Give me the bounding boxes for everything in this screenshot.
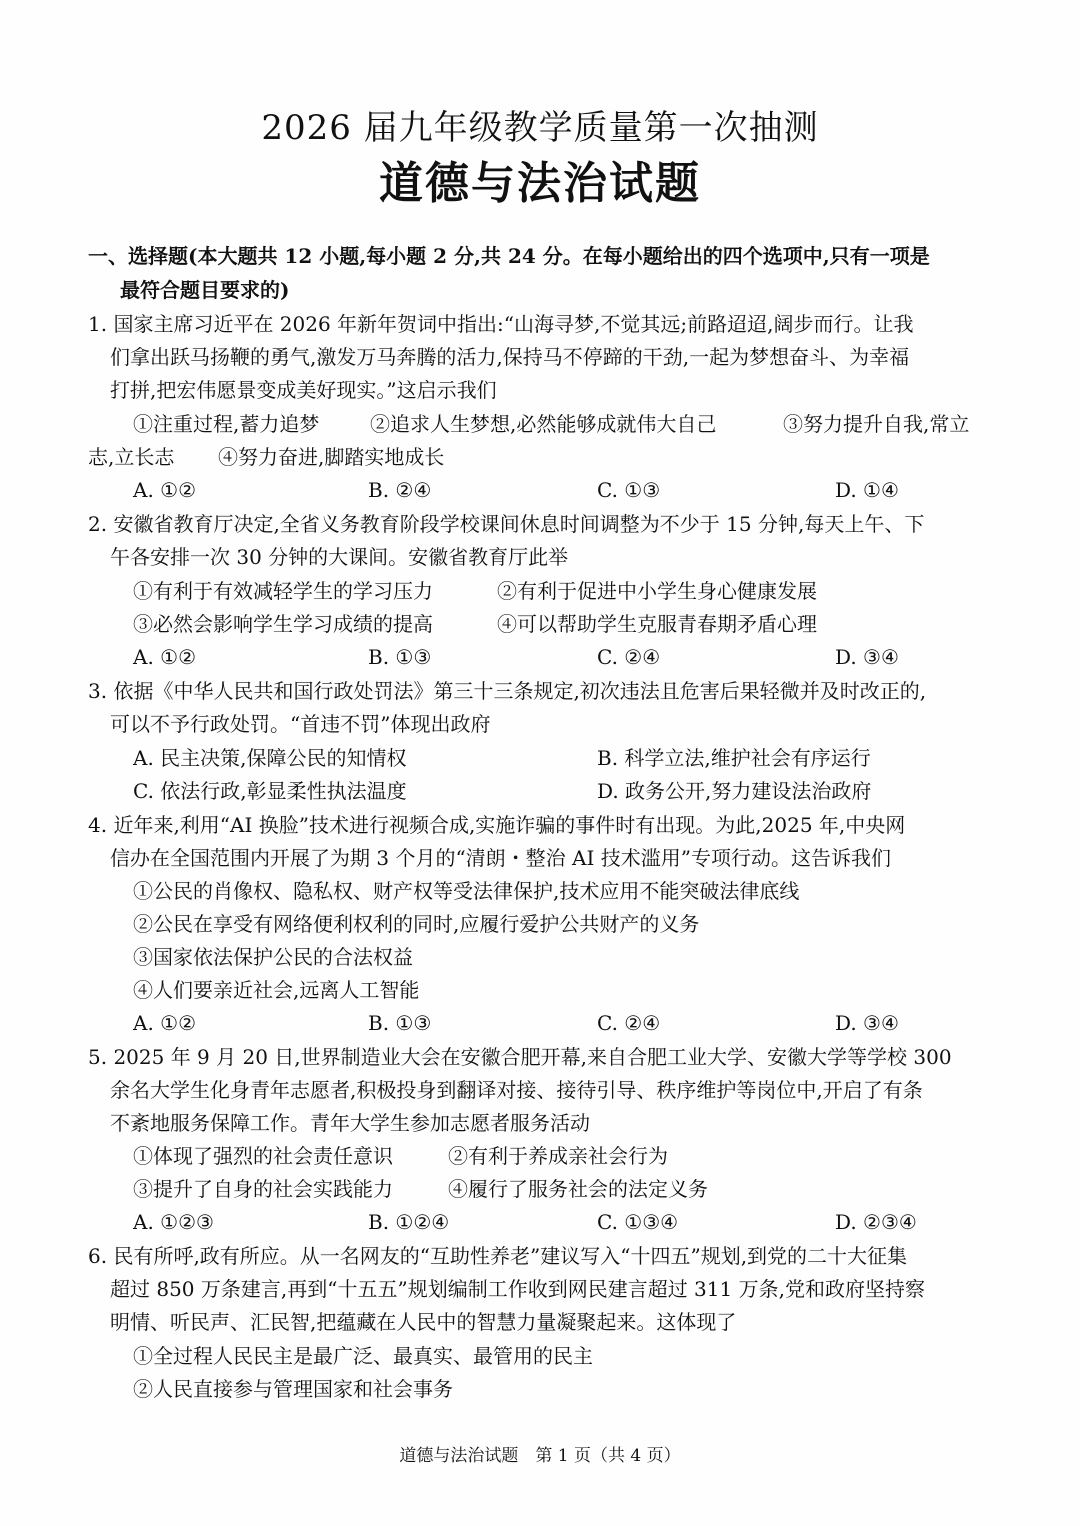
q4-stem: 4. 近年来,利用“AI 换脸”技术进行视频合成,实施诈骗的事件时有出现。为此,2025 年,中央网 [88,813,906,837]
q4-statement-2: ②公民在享受有网络便利权利的同时,应履行爱护公共财产的义务 [133,912,700,936]
q4-statement-4: ④人们要亲近社会,远离人工智能 [133,978,420,1002]
section-heading: 一、选择题(本大题共 12 小题,每小题 2 分,共 24 分。在每小题给出的四个选项中,只有一项是 [88,244,930,268]
q2-stem: 2. 安徽省教育厅决定,全省义务教育阶段学校课间休息时间调整为不少于 15 分钟,每天上午、下 [88,512,925,536]
q5-option-c: C. ①③④ [597,1210,679,1234]
q1-statement-3-cont: 志,立长志 [88,445,175,469]
q1-stem: 1. 国家主席习近平在 2026 年新年贺词中指出:“山海寻梦,不觉其远;前路迢迢,阔步而行。让我 [88,312,914,336]
q3-stem: 3. 依据《中华人民共和国行政处罚法》第三十三条规定,初次违法且危害后果轻微并及时改正的, [88,679,927,703]
q6-stem: 6. 民有所呼,政有所应。从一名网友的“互助性养老”建议写入“十四五”规划,到党的二十大征集 [88,1244,908,1268]
section-heading-cont: 最符合题目要求的) [120,278,290,302]
q4-statement-3: ③国家依法保护公民的合法权益 [133,945,413,969]
q3-stem-line2: 可以不予行政处罚。“首违不罚”体现出政府 [110,712,491,736]
q1-stem-line3: 打拼,把宏伟愿景变成美好现实。”这启示我们 [110,378,497,402]
q6-stem-line2: 超过 850 万条建言,再到“十五五”规划编制工作收到网民建言超过 311 万条,党和政府坚持察 [110,1277,925,1301]
q5-stem-line3: 不紊地服务保障工作。青年大学生参加志愿者服务活动 [110,1111,590,1135]
q4-option-c: C. ②④ [597,1011,661,1035]
q5-statement-1: ①体现了强烈的社会责任意识 [133,1144,393,1168]
q2-statement-3: ③必然会影响学生学习成绩的提高 [133,612,433,636]
q2-statement-2: ②有利于促进中小学生身心健康发展 [497,579,817,603]
q4-option-d: D. ③④ [835,1011,899,1035]
q5-option-a: A. ①②③ [133,1210,214,1234]
q2-statement-4: ④可以帮助学生克服青春期矛盾心理 [497,612,817,636]
q4-option-b: B. ①③ [368,1011,432,1035]
q3-option-c: C. 依法行政,彰显柔性执法温度 [133,779,407,803]
q5-statement-2: ②有利于养成亲社会行为 [448,1144,668,1168]
q5-stem-line2: 余名大学生化身青年志愿者,积极投身到翻译对接、接待引导、秩序维护等岗位中,开启了有条 [110,1078,923,1102]
q6-statement-2: ②人民直接参与管理国家和社会事务 [133,1377,453,1401]
q1-statement-1: ①注重过程,蓄力追梦 [133,412,320,436]
q5-statement-4: ④履行了服务社会的法定义务 [448,1177,708,1201]
q4-statement-1: ①公民的肖像权、隐私权、财产权等受法律保护,技术应用不能突破法律底线 [133,879,800,903]
q1-statement-2: ②追求人生梦想,必然能够成就伟大自己 [370,412,717,436]
q4-option-a: A. ①② [133,1011,197,1035]
exam-title: 2026 届九年级教学质量第一次抽测 [261,108,819,148]
q5-statement-3: ③提升了自身的社会实践能力 [133,1177,393,1201]
q6-stem-line3: 明情、听民声、汇民智,把蕴藏在人民中的智慧力量凝聚起来。这体现了 [110,1310,737,1334]
q5-option-d: D. ②③④ [835,1210,917,1234]
q1-option-d: D. ①④ [835,478,899,502]
q1-option-b: B. ②④ [368,478,432,502]
q2-option-a: A. ①② [133,645,197,669]
q3-option-b: B. 科学立法,维护社会有序运行 [597,746,871,770]
q1-statement-3: ③努力提升自我,常立 [783,412,970,436]
q2-option-c: C. ②④ [597,645,661,669]
q1-stem-line2: 们拿出跃马扬鞭的勇气,激发万马奔腾的活力,保持马不停蹄的干劲,一起为梦想奋斗、为幸福 [110,345,910,369]
q5-option-b: B. ①②④ [368,1210,450,1234]
q2-option-b: B. ①③ [368,645,432,669]
q3-option-d: D. 政务公开,努力建设法治政府 [597,779,872,803]
q2-stem-line2: 午各安排一次 30 分钟的大课间。安徽省教育厅此举 [110,545,569,569]
q4-stem-line2: 信办在全国范围内开展了为期 3 个月的“清朗・整治 AI 技术滥用”专项行动。这告诉我们 [110,846,891,870]
q1-option-a: A. ①② [133,478,197,502]
q2-option-d: D. ③④ [835,645,899,669]
page-footer: 道德与法治试题 第 1 页（共 4 页） [399,1446,681,1466]
q1-option-c: C. ①③ [597,478,661,502]
q2-statement-1: ①有利于有效减轻学生的学习压力 [133,579,433,603]
q6-statement-1: ①全过程人民民主是最广泛、最真实、最管用的民主 [133,1344,593,1368]
exam-subject-title: 道德与法治试题 [379,158,701,209]
q3-option-a: A. 民主决策,保障公民的知情权 [133,746,407,770]
q1-statement-4: ④努力奋进,脚踏实地成长 [218,445,445,469]
q5-stem: 5. 2025 年 9 月 20 日,世界制造业大会在安徽合肥开幕,来自合肥工业大学、安徽大学等学校 300 [88,1045,952,1069]
